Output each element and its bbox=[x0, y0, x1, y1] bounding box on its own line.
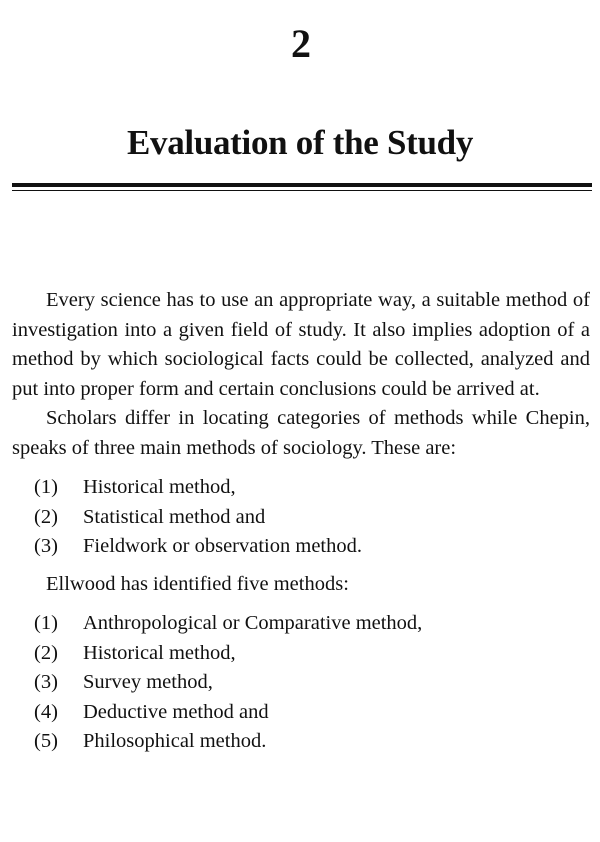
list-item-text: Survey method, bbox=[83, 671, 213, 693]
list-item-text: Philosophical method. bbox=[83, 730, 267, 752]
list-item-text: Historical method, bbox=[83, 641, 236, 664]
list-item-number: (2) bbox=[34, 641, 58, 664]
chapin-methods-list bbox=[12, 473, 590, 562]
title-rule-thick bbox=[12, 183, 592, 187]
chapter-title: Evaluation of the Study bbox=[126, 123, 474, 162]
list-item-number: (4) bbox=[34, 700, 58, 723]
list-item-number: (1) bbox=[34, 476, 58, 498]
body-text bbox=[12, 286, 590, 757]
list-item bbox=[12, 473, 590, 503]
list-item bbox=[12, 532, 590, 562]
list-item bbox=[12, 727, 590, 757]
list-item-number: (2) bbox=[34, 505, 58, 528]
list-item-number: (3) bbox=[34, 671, 58, 693]
list-item bbox=[12, 503, 590, 533]
list-item-text: Fieldwork or observation method. bbox=[83, 535, 362, 557]
ellwood-intro: Ellwood has identified five methods: bbox=[46, 572, 349, 595]
title-rule-thin bbox=[12, 190, 592, 191]
list-item-number: (1) bbox=[34, 612, 58, 634]
list-item-text: Anthropological or Comparative method, bbox=[83, 612, 423, 634]
list-item-text: Statistical method and bbox=[83, 505, 266, 528]
list-item bbox=[12, 609, 590, 639]
list-item bbox=[12, 698, 590, 728]
list-item-number: (5) bbox=[34, 730, 58, 752]
list-item bbox=[12, 639, 590, 669]
paragraph-scholars: Scholars differ in locating categories of methods while Chepin, speaks of three main methods of sociology. These are: bbox=[12, 407, 590, 459]
list-item-number: (3) bbox=[34, 535, 58, 557]
chapter-number: 2 bbox=[291, 21, 311, 66]
ellwood-methods-list bbox=[12, 609, 590, 757]
list-item bbox=[12, 668, 590, 698]
list-item-text: Historical method, bbox=[83, 476, 236, 498]
paragraph-intro: Every science has to use an appropriate way, a suitable method of investigation into a given field of study. It also implies adoption of a method by which sociological facts could be collected, analyzed and put into proper form and certain conclusions could be arrived at. bbox=[12, 289, 590, 400]
list-item-text: Deductive method and bbox=[83, 700, 269, 723]
